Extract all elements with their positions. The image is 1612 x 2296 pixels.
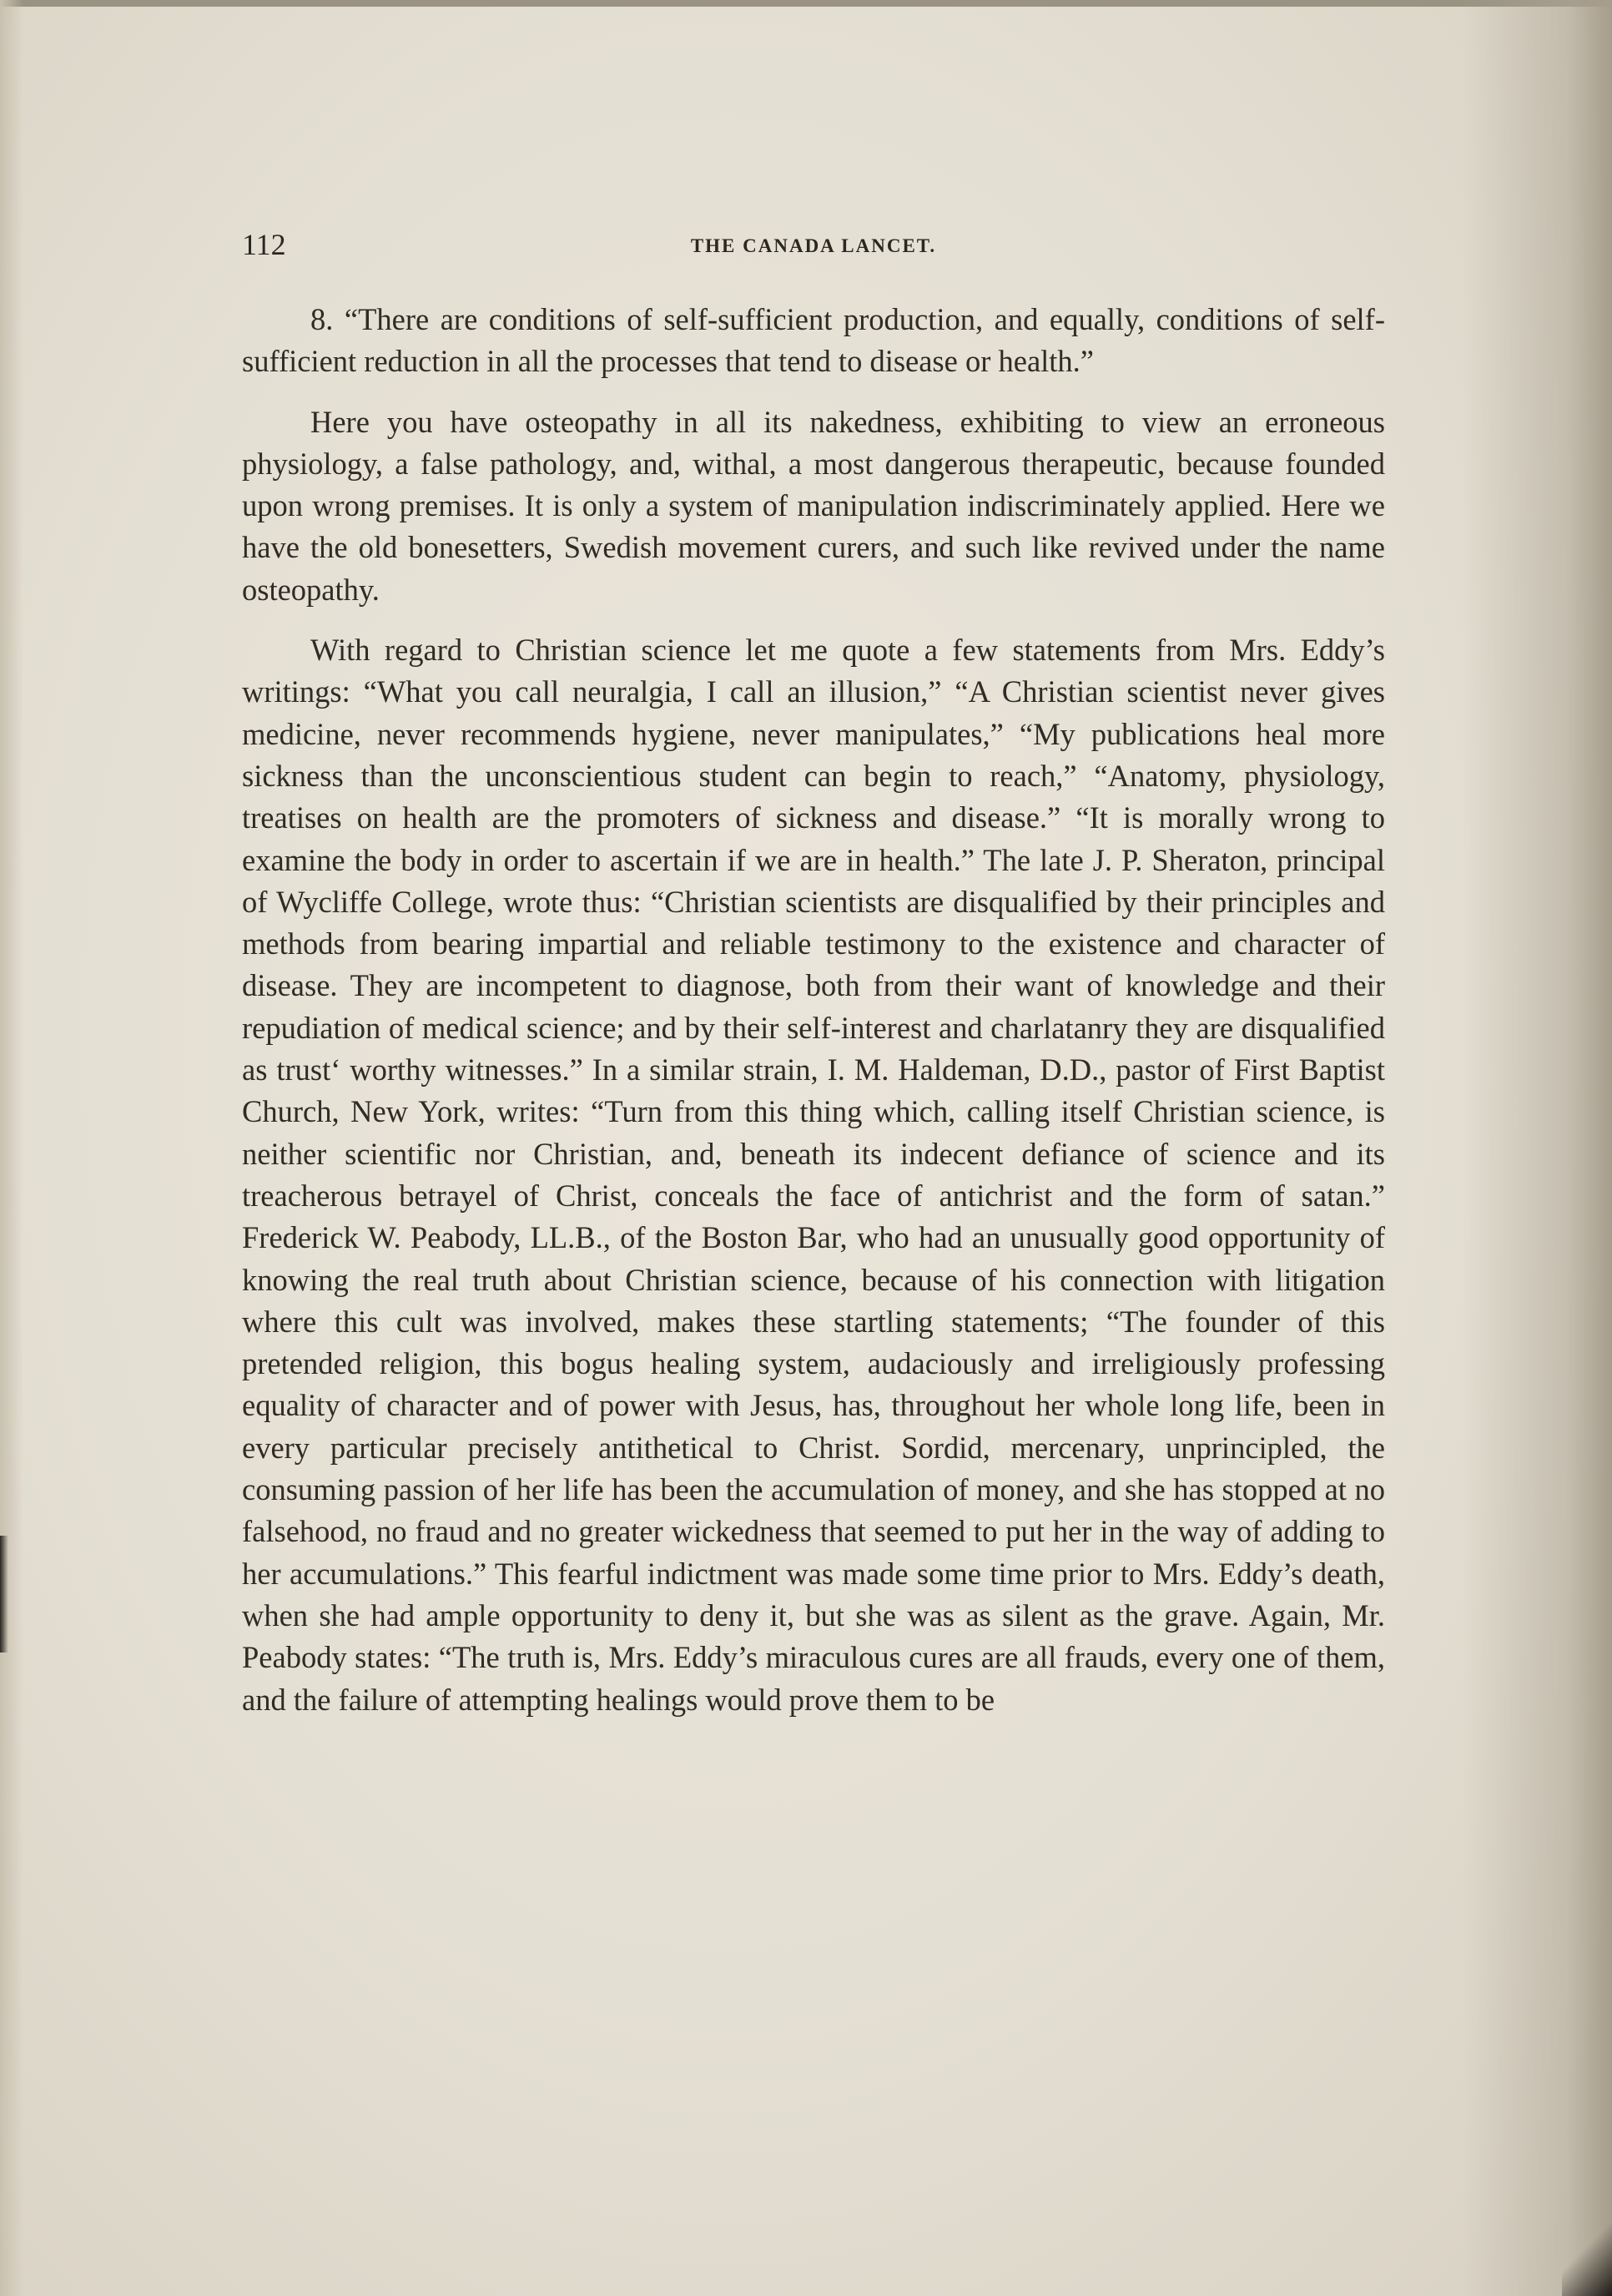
body-text: [242, 299, 1385, 1721]
page-left-shadow: [0, 0, 23, 2296]
page-top-edge: [0, 0, 1612, 7]
binding-mark: [0, 1536, 8, 1653]
paragraph-osteopathy: Here you have osteopathy in all its nakedness, exhibiting to view an erroneous physiology, a false pathology, and, withal, a most dangerous therapeutic, because founded upon wrong premises. It is only a system of manipulation indiscriminately applied. Here we have the old bonesetters, Swedish movement curers, and such like revived under the name osteopathy.: [242, 404, 1385, 607]
running-title: THE CANADA LANCET.: [690, 235, 937, 256]
page-corner-shadow: [1562, 2221, 1612, 2296]
paragraph-christian-science: With regard to Christian science let me quote a few statements from Mrs. Eddy’s writings: “What you call neuralgia, I call an illusion,” “A Christian scientist never gives medicine, never recommends hygiene, never manipulates,” “My publications heal more sickness than the unconscientious student can begin to reach,” “Anatomy, physiology, treatises on health are the promoters of sickness and disease.” “It is morally wrong to examine the body in order to ascertain if we are in health.” The late J. P. Sheraton, principal of Wycliffe College, wrote thus: “Christian scientists are disqualified by their principles and methods from bearing impartial and reliable testimony to the existence and character of disease. They are incompetent to diagnose, both from their want of knowledge and their repudiation of medical science; and by their self-interest and charlatanry they are disqualified as trust‘ worthy witnesses.” In a similar strain, I. M. Haldeman, D.D., pastor of First Baptist Church, New York, writes: “Turn from this thing which, calling itself Christian science, is neither scientific nor Christian, and, beneath its indecent defiance of science and its treacherous betrayel of Christ, conceals the face of antichrist and the form of satan.” Frederick W. Peabody, LL.B., of the Boston Bar, who had an unusually good opportunity of knowing the real truth about Christian science, because of his connection with litigation where this cult was involved, makes these startling statements; “The founder of this pretended religion, this bogus healing system, audaciously and irreligiously professing equality of character and of power with Jesus, has, throughout her whole long life, been in every particular precisely antithetical to Christ. Sordid, mercenary, unprincipled, the consuming passion of her life has been the accumulation of money, and she has stopped at no falsehood, no fraud and no greater wickedness that seemed to put her in the way of adding to her accumulations.” This fearful indictment was made some time prior to Mrs. Eddy’s death, when she had ample opportunity to deny it, but she was as silent as the grave. Again, Mr. Peabody states: “The truth is, Mrs. Eddy’s miraculous cures are all frauds, every one of them, and the failure of attempting healings would prove them to be: [242, 633, 1385, 1717]
page-number: 112: [242, 228, 286, 261]
page-right-shadow: [1462, 0, 1612, 2296]
paragraph-point-8: 8. “There are conditions of self-sufficient production, and equally, conditions of self-sufficient reduction in all the processes that tend to disease or health.”: [242, 302, 1385, 379]
page-header: [242, 227, 1385, 269]
